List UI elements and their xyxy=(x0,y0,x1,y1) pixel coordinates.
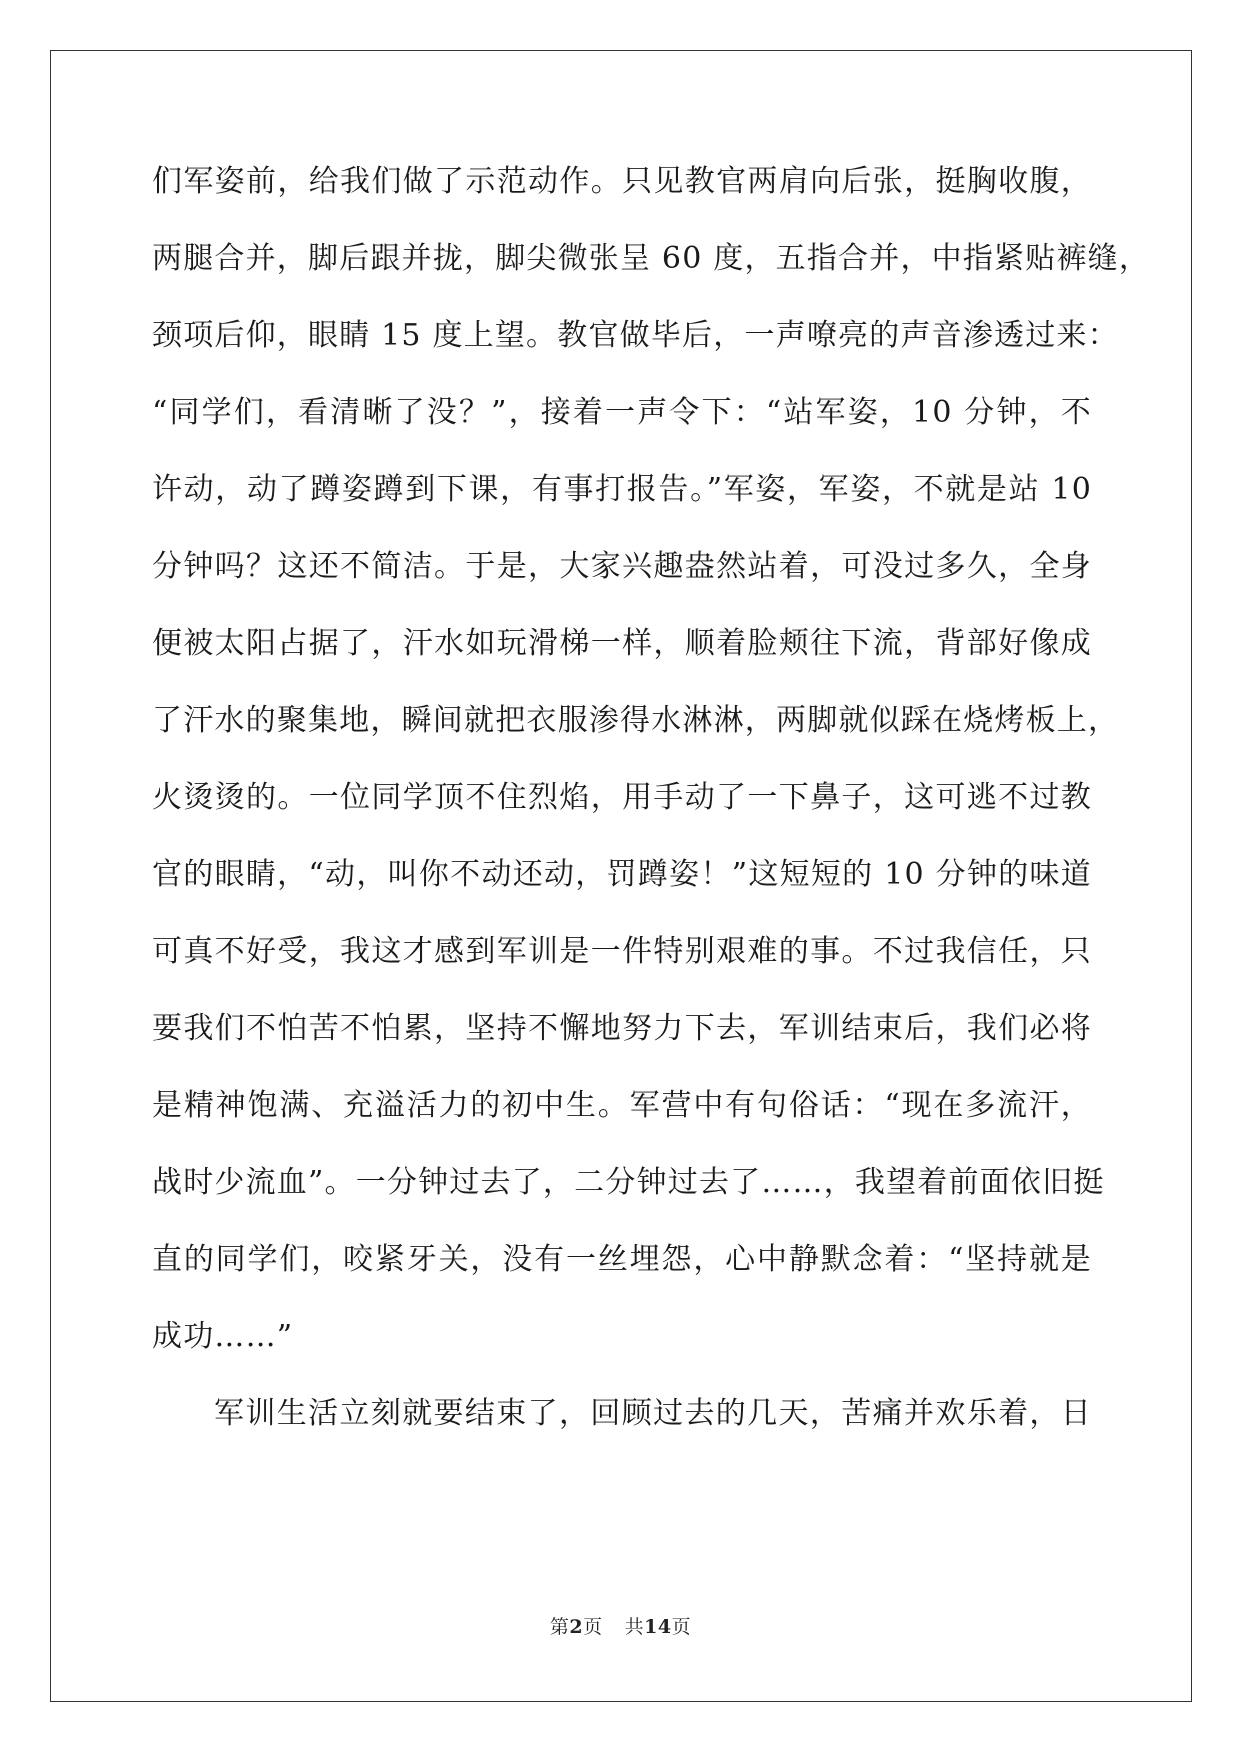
text-line: 们军姿前，给我们做了示范动作。只见教官两肩向后张，挺胸收腹， xyxy=(152,164,1092,199)
text-line: 两腿合并，脚后跟并拢，脚尖微张呈 60 度，五指合并，中指紧贴裤缝， xyxy=(152,241,1151,276)
page-footer xyxy=(0,1612,1241,1639)
document-body xyxy=(152,162,1151,1471)
page-prefix: 第 xyxy=(549,1616,570,1638)
text-line: 分钟吗？这还不简洁。于是，大家兴趣盎然站着，可没过多久，全身 xyxy=(152,549,1092,584)
text-line: 可真不好受，我这才感到军训是一件特别艰难的事。不过我信任，只 xyxy=(152,934,1092,969)
text-line: 官的眼睛，“动，叫你不动还动，罚蹲姿！”这短短的 10 分钟的味道 xyxy=(152,857,1092,892)
text-line: “同学们，看清晰了没？”，接着一声令下：“站军姿，10 分钟，不 xyxy=(152,395,1092,430)
text-line: 要我们不怕苦不怕累，坚持不懈地努力下去，军训结束后，我们必将 xyxy=(152,1011,1092,1046)
paragraph-start-line: 军训生活立刻就要结束了，回顾过去的几天，苦痛并欢乐着，日 xyxy=(214,1396,1092,1431)
total-pages: 14 xyxy=(644,1616,672,1638)
total-prefix: 共 xyxy=(624,1616,645,1638)
text-line: 成功……” xyxy=(152,1319,294,1354)
text-line: 便被太阳占据了，汗水如玩滑梯一样，顺着脸颊往下流，背部好像成 xyxy=(152,626,1092,661)
page-number: 2 xyxy=(569,1616,584,1638)
total-suffix: 页 xyxy=(671,1616,692,1638)
text-line: 许动，动了蹲姿蹲到下课，有事打报告。”军姿，军姿，不就是站 10 xyxy=(152,472,1092,507)
page-suffix: 页 xyxy=(583,1616,603,1638)
text-line: 直的同学们，咬紧牙关，没有一丝埋怨，心中静默念着：“坚持就是 xyxy=(152,1242,1092,1277)
text-line: 颈项后仰，眼睛 15 度上望。教官做毕后，一声嘹亮的声音渗透过来： xyxy=(152,318,1119,353)
text-line: 火烫烫的。一位同学顶不住烈焰，用手动了一下鼻子，这可逃不过教 xyxy=(152,780,1092,815)
text-line: 是精神饱满、充溢活力的初中生。军营中有句俗话：“现在多流汗， xyxy=(152,1088,1092,1123)
text-line: 了汗水的聚集地，瞬间就把衣服渗得水淋淋，两脚就似踩在烧烤板上， xyxy=(152,703,1120,738)
text-line: 战时少流血”。一分钟过去了，二分钟过去了……，我望着前面依旧挺 xyxy=(152,1165,1105,1200)
